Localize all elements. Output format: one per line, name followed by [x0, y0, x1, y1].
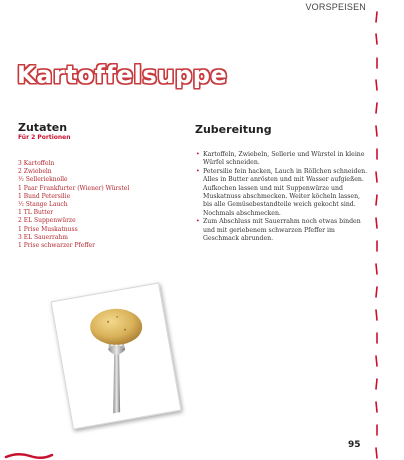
preparation-step — [196, 151, 370, 168]
ingredient-item: ½ Sellerieknolle — [18, 176, 68, 184]
preparation-step-text: Kartoffeln, Zwiebeln, Sellerie und Würstel in kleine Würfel schneiden. — [203, 151, 365, 167]
ingredient-item: 2 EL Suppenwürze — [18, 217, 76, 225]
potato-on-fork-icon — [61, 293, 171, 419]
red-dashed-margin-line — [370, 0, 384, 460]
preparation-step-text: Petersilie fein hacken, Lauch in Röllchen schneiden. Alles in Butter anrösten und mit Wasser aufgießen. Aufkochen lassen und mit Suppenwürze und Muskatnuss abschmecken. Weiter köcheln lassen, bis alle Gemüsebestandteile weich gekocht sind. Nochmals abschmecken. — [203, 167, 368, 217]
page-number: 95 — [348, 440, 361, 450]
preparation-step — [196, 168, 370, 218]
portions-label: Für 2 Portionen — [18, 134, 71, 141]
recipe-photo — [51, 282, 182, 429]
ingredient-item: 1 Prise Muskatnuss — [18, 225, 78, 233]
ingredient-item: 1 Paar Frankfurter (Wiener) Würstel — [18, 184, 130, 192]
ingredient-item: 3 EL Sauerrahm — [18, 233, 68, 241]
preparation-step-text: Zum Abschluss mit Sauerrahm noch etwas binden und mit geriebenem schwarzen Pfeffer im Geschmack abrunden. — [203, 218, 361, 243]
preparation-step — [196, 218, 370, 243]
ingredient-item: 2 Zwiebeln — [18, 168, 52, 176]
ingredients-heading: Zutaten — [18, 121, 68, 134]
ingredient-item: 1 TL Butter — [18, 209, 54, 217]
ingredient-list — [18, 160, 129, 250]
preparation-heading: Zubereitung — [195, 123, 272, 136]
preparation-steps — [196, 151, 370, 243]
section-label: VORSPEISEN — [305, 2, 366, 12]
ingredient-item: 1 Bund Petersilie — [18, 192, 71, 200]
red-brush-stroke — [4, 450, 54, 460]
ingredient-item: 1 Prise schwarzer Pfeffer — [18, 242, 95, 250]
ingredient-item: ½ Stange Lauch — [18, 201, 68, 209]
bullet-icon: • — [196, 218, 200, 226]
page-title: Kartoffelsuppe — [17, 61, 228, 89]
bullet-icon: • — [196, 151, 200, 158]
bullet-icon: • — [196, 167, 200, 175]
ingredient-item: 3 Kartoffeln — [18, 160, 55, 167]
